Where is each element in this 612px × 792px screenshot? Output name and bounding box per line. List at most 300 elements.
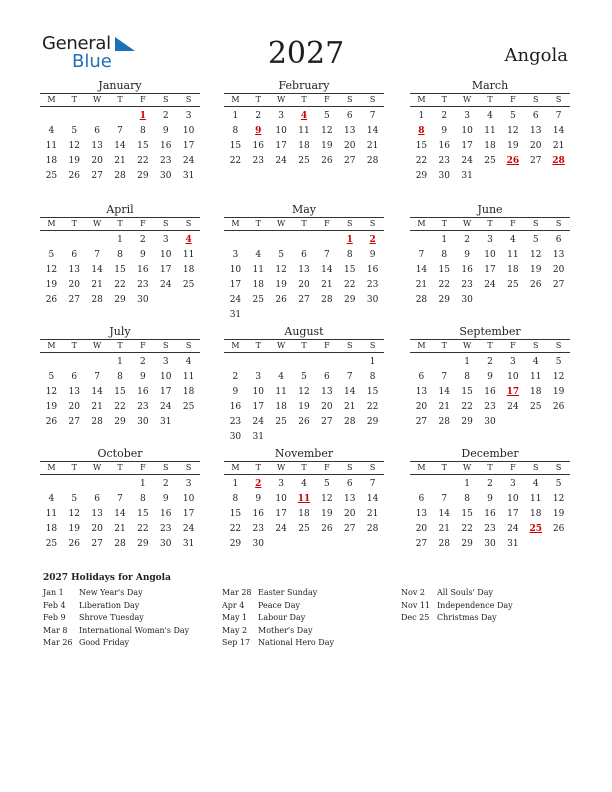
- day-cell: 14: [366, 494, 379, 504]
- day-grid: [410, 231, 570, 308]
- day-cell: 4: [185, 357, 192, 367]
- holiday-item: [43, 637, 189, 650]
- day-cell: 31: [229, 310, 242, 320]
- day-cell: 24: [229, 295, 242, 305]
- day-cell: 15: [137, 509, 149, 519]
- day-cell: 9: [162, 126, 169, 136]
- day-cell: 19: [45, 402, 58, 412]
- holiday-item: [222, 587, 334, 600]
- day-cell: 23: [252, 156, 264, 166]
- day-cell: 21: [366, 509, 379, 519]
- weekday-label: W: [463, 219, 472, 228]
- day-cell: 17: [275, 509, 287, 519]
- day-cell: 27: [91, 171, 103, 181]
- weekday-label: T: [487, 341, 493, 350]
- day-cell: 14: [321, 265, 333, 275]
- empty-day: [293, 233, 316, 248]
- day-cell: 17: [159, 387, 172, 397]
- day-cell: 23: [137, 280, 149, 290]
- weekday-label: W: [277, 341, 286, 350]
- weekday-label: W: [93, 219, 102, 228]
- weekday-label: T: [117, 341, 123, 350]
- day-cell: 7: [94, 372, 100, 382]
- weekday-label: S: [555, 463, 562, 472]
- day-grid: [410, 353, 570, 430]
- holiday-date: Mar 28: [222, 588, 252, 597]
- day-cell: 21: [438, 402, 450, 412]
- day-cell: 26: [68, 539, 80, 549]
- day-cell: 1: [139, 479, 146, 489]
- day-cell: 11: [45, 509, 58, 519]
- empty-day: [109, 477, 132, 492]
- empty-day: [433, 355, 456, 370]
- empty-day: [270, 233, 293, 248]
- day-cell: 1: [464, 357, 470, 367]
- day-cell: 3: [162, 235, 169, 245]
- day-cell: 18: [484, 141, 496, 151]
- day-cell: 4: [532, 357, 539, 367]
- day-cell: 17: [507, 509, 519, 519]
- day-cell: 11: [484, 126, 496, 136]
- day-cell: 15: [415, 141, 428, 151]
- day-grid: [224, 107, 384, 169]
- day-cell: 17: [182, 141, 195, 151]
- day-cell: 21: [415, 280, 428, 290]
- day-cell: 25: [182, 280, 195, 290]
- day-cell: 25: [298, 156, 310, 166]
- holiday-date: Sep 17: [222, 638, 251, 647]
- holiday-column: [401, 587, 513, 625]
- day-cell: 7: [369, 479, 376, 489]
- weekday-label: F: [510, 219, 516, 228]
- day-cell: 15: [114, 387, 126, 397]
- weekday-label: M: [417, 341, 426, 350]
- country-name: Angola: [504, 45, 568, 66]
- day-cell: 21: [114, 156, 126, 166]
- weekday-label: T: [255, 95, 261, 104]
- weekday-label: T: [441, 95, 447, 104]
- holiday-name: All Souls' Day: [437, 588, 493, 597]
- day-cell: 9: [487, 494, 493, 504]
- day-cell: 31: [461, 171, 473, 181]
- day-cell: 31: [507, 539, 519, 549]
- day-cell: 13: [415, 509, 428, 519]
- weekday-label: M: [47, 219, 56, 228]
- day-cell: 18: [252, 280, 264, 290]
- weekday-label: T: [301, 95, 307, 104]
- day-cell: 12: [552, 494, 565, 504]
- day-cell: 20: [343, 509, 356, 519]
- day-cell: 12: [275, 265, 287, 275]
- day-cell: 15: [461, 509, 473, 519]
- empty-day: [40, 109, 63, 124]
- day-cell: 24: [182, 156, 195, 166]
- day-cell: 7: [418, 250, 425, 260]
- weekday-label: S: [555, 219, 562, 228]
- day-cell: 13: [91, 141, 103, 151]
- holiday-date: May 1: [222, 613, 248, 622]
- weekday-header: [224, 218, 384, 231]
- weekday-label: T: [255, 219, 261, 228]
- day-cell: 4: [255, 250, 262, 260]
- empty-day: [293, 355, 316, 370]
- day-cell: 27: [343, 524, 356, 534]
- day-cell: 23: [366, 280, 379, 290]
- weekday-label: T: [441, 341, 447, 350]
- day-cell: 1: [232, 111, 239, 121]
- day-cell: 10: [159, 372, 172, 382]
- weekday-label: M: [47, 341, 56, 350]
- day-cell: 12: [529, 250, 542, 260]
- day-cell: 24: [159, 402, 172, 412]
- day-cell: 20: [68, 280, 80, 290]
- holiday-day: 2: [255, 479, 262, 489]
- day-cell: 16: [229, 402, 242, 412]
- day-cell: 26: [45, 295, 58, 305]
- day-cell: 29: [137, 171, 149, 181]
- empty-day: [40, 233, 63, 248]
- day-cell: 8: [464, 494, 470, 504]
- month-title: September: [410, 325, 570, 340]
- weekday-label: S: [185, 341, 192, 350]
- day-cell: 28: [91, 417, 103, 427]
- weekday-label: W: [93, 95, 102, 104]
- day-cell: 27: [552, 280, 565, 290]
- holiday-item: [43, 625, 189, 638]
- day-cell: 20: [91, 156, 103, 166]
- day-cell: 28: [415, 295, 428, 305]
- weekday-label: S: [346, 95, 353, 104]
- weekday-label: S: [369, 219, 376, 228]
- day-cell: 23: [229, 417, 242, 427]
- day-cell: 18: [298, 509, 310, 519]
- day-cell: 14: [91, 265, 103, 275]
- day-cell: 11: [298, 126, 310, 136]
- day-cell: 14: [438, 509, 450, 519]
- day-cell: 23: [438, 156, 450, 166]
- day-cell: 12: [321, 494, 333, 504]
- empty-day: [315, 355, 338, 370]
- day-cell: 15: [438, 265, 450, 275]
- weekday-label: F: [140, 341, 146, 350]
- holiday-item: [222, 600, 334, 613]
- holiday-date: Jan 1: [43, 588, 64, 597]
- holiday-day: 4: [185, 235, 192, 245]
- day-cell: 30: [252, 539, 264, 549]
- day-cell: 11: [529, 372, 542, 382]
- day-cell: 3: [509, 479, 516, 489]
- day-cell: 27: [91, 539, 103, 549]
- day-cell: 11: [45, 141, 58, 151]
- day-cell: 14: [343, 387, 356, 397]
- day-cell: 30: [461, 295, 473, 305]
- empty-day: [63, 477, 86, 492]
- empty-day: [247, 233, 270, 248]
- day-cell: 8: [139, 494, 146, 504]
- day-cell: 19: [552, 509, 565, 519]
- day-cell: 24: [252, 417, 264, 427]
- day-cell: 6: [323, 372, 330, 382]
- day-cell: 27: [529, 156, 542, 166]
- day-cell: 2: [255, 111, 262, 121]
- day-cell: 3: [487, 235, 493, 245]
- holiday-name: Shrove Tuesday: [79, 613, 144, 622]
- day-cell: 10: [159, 250, 172, 260]
- holiday-day: 1: [139, 111, 146, 121]
- weekday-label: M: [417, 463, 426, 472]
- day-cell: 13: [91, 509, 103, 519]
- day-cell: 9: [139, 250, 146, 260]
- day-cell: 5: [323, 479, 330, 489]
- day-cell: 3: [255, 372, 262, 382]
- day-cell: 12: [321, 126, 333, 136]
- day-cell: 7: [369, 111, 376, 121]
- weekday-label: M: [417, 219, 426, 228]
- month-title: June: [410, 203, 570, 218]
- month-title: April: [40, 203, 200, 218]
- day-grid: [410, 107, 570, 184]
- day-cell: 19: [552, 387, 565, 397]
- weekday-header: [40, 462, 200, 475]
- day-grid: [224, 353, 384, 445]
- day-cell: 9: [487, 372, 493, 382]
- weekday-label: F: [324, 95, 330, 104]
- day-cell: 2: [139, 235, 146, 245]
- day-cell: 20: [415, 402, 428, 412]
- weekday-label: T: [255, 341, 261, 350]
- month-title: August: [224, 325, 384, 340]
- month-august: [224, 325, 384, 445]
- weekday-label: S: [369, 341, 376, 350]
- day-cell: 27: [415, 417, 428, 427]
- day-cell: 6: [346, 479, 353, 489]
- day-cell: 16: [461, 265, 473, 275]
- weekday-label: S: [532, 463, 539, 472]
- day-cell: 9: [255, 494, 262, 504]
- day-cell: 22: [366, 402, 379, 412]
- logo-text-blue: Blue: [72, 51, 112, 72]
- day-cell: 20: [343, 141, 356, 151]
- weekday-label: S: [532, 341, 539, 350]
- holiday-day: 1: [346, 235, 353, 245]
- day-cell: 9: [232, 387, 239, 397]
- day-cell: 30: [438, 171, 450, 181]
- empty-day: [40, 477, 63, 492]
- day-cell: 16: [366, 265, 379, 275]
- day-cell: 22: [137, 524, 149, 534]
- weekday-label: F: [510, 341, 516, 350]
- day-cell: 30: [137, 295, 149, 305]
- day-cell: 29: [366, 417, 379, 427]
- day-cell: 16: [252, 141, 264, 151]
- day-cell: 20: [298, 280, 310, 290]
- day-cell: 2: [139, 357, 146, 367]
- day-cell: 10: [275, 494, 287, 504]
- day-cell: 25: [45, 171, 58, 181]
- day-cell: 2: [464, 235, 470, 245]
- day-cell: 7: [94, 250, 100, 260]
- holiday-column: [43, 587, 189, 650]
- weekday-label: S: [555, 341, 562, 350]
- holiday-item: [401, 600, 513, 613]
- weekday-label: W: [277, 95, 286, 104]
- day-cell: 1: [117, 235, 123, 245]
- day-grid: [224, 231, 384, 323]
- weekday-label: T: [71, 95, 77, 104]
- holidays-title: 2027 Holidays for Angola: [43, 573, 171, 583]
- day-cell: 1: [369, 357, 376, 367]
- day-cell: 24: [507, 402, 519, 412]
- day-cell: 25: [507, 280, 519, 290]
- day-cell: 5: [301, 372, 307, 382]
- day-cell: 26: [321, 524, 333, 534]
- day-cell: 13: [343, 494, 356, 504]
- day-cell: 22: [114, 402, 126, 412]
- day-cell: 21: [114, 524, 126, 534]
- day-cell: 2: [162, 111, 169, 121]
- weekday-label: S: [162, 219, 169, 228]
- empty-day: [86, 477, 109, 492]
- month-october: [40, 447, 200, 552]
- day-cell: 18: [529, 387, 542, 397]
- weekday-label: M: [231, 95, 240, 104]
- month-july: [40, 325, 200, 430]
- logo-text-general: General: [42, 33, 111, 54]
- holiday-item: [222, 612, 334, 625]
- day-cell: 10: [461, 126, 473, 136]
- day-cell: 5: [509, 111, 516, 121]
- weekday-label: W: [463, 341, 472, 350]
- day-cell: 12: [45, 265, 58, 275]
- holiday-date: Feb 4: [43, 600, 66, 610]
- day-cell: 6: [532, 111, 539, 121]
- day-cell: 22: [114, 280, 126, 290]
- weekday-label: S: [162, 95, 169, 104]
- day-cell: 13: [529, 126, 542, 136]
- empty-day: [315, 233, 338, 248]
- day-cell: 30: [159, 171, 172, 181]
- day-cell: 8: [139, 126, 146, 136]
- day-cell: 25: [298, 524, 310, 534]
- day-cell: 24: [159, 280, 172, 290]
- day-cell: 23: [159, 156, 172, 166]
- holiday-name: Easter Sunday: [258, 588, 318, 597]
- day-cell: 16: [159, 509, 172, 519]
- weekday-label: M: [231, 219, 240, 228]
- weekday-header: [410, 462, 570, 475]
- day-cell: 4: [532, 479, 539, 489]
- weekday-label: T: [71, 463, 77, 472]
- day-cell: 10: [229, 265, 242, 275]
- day-grid: [410, 475, 570, 552]
- day-cell: 3: [278, 479, 284, 489]
- weekday-label: T: [487, 219, 493, 228]
- day-cell: 12: [298, 387, 310, 397]
- day-cell: 10: [182, 494, 195, 504]
- weekday-header: [40, 218, 200, 231]
- holiday-item: [43, 587, 189, 600]
- day-cell: 4: [487, 111, 493, 121]
- weekday-label: S: [185, 95, 192, 104]
- day-cell: 18: [529, 509, 542, 519]
- day-cell: 5: [555, 357, 562, 367]
- weekday-label: W: [463, 463, 472, 472]
- weekday-label: T: [255, 463, 261, 472]
- day-cell: 26: [552, 402, 565, 412]
- weekday-label: F: [324, 219, 330, 228]
- weekday-label: T: [487, 95, 493, 104]
- day-cell: 17: [484, 265, 496, 275]
- day-cell: 23: [484, 402, 496, 412]
- month-september: [410, 325, 570, 430]
- day-cell: 15: [229, 141, 242, 151]
- day-cell: 30: [137, 417, 149, 427]
- weekday-label: F: [140, 219, 146, 228]
- day-cell: 27: [415, 539, 428, 549]
- day-cell: 16: [484, 509, 496, 519]
- day-cell: 11: [275, 387, 287, 397]
- day-cell: 8: [232, 126, 239, 136]
- day-cell: 22: [415, 156, 428, 166]
- day-cell: 2: [487, 479, 493, 489]
- day-grid: [40, 353, 200, 430]
- day-cell: 31: [182, 171, 195, 181]
- holiday-name: Mother's Day: [258, 625, 313, 635]
- day-cell: 10: [182, 126, 195, 136]
- weekday-label: T: [117, 463, 123, 472]
- day-cell: 16: [137, 265, 149, 275]
- weekday-label: M: [47, 95, 56, 104]
- day-cell: 17: [275, 141, 287, 151]
- holiday-name: New Year's Day: [79, 588, 143, 597]
- holiday-day: 8: [418, 126, 425, 136]
- day-cell: 14: [114, 141, 126, 151]
- month-december: [410, 447, 570, 552]
- holiday-date: Dec 25: [401, 613, 430, 622]
- day-cell: 1: [464, 479, 470, 489]
- day-cell: 29: [343, 295, 356, 305]
- day-cell: 29: [438, 295, 450, 305]
- weekday-label: T: [117, 219, 123, 228]
- empty-day: [410, 477, 433, 492]
- day-cell: 11: [182, 372, 195, 382]
- day-cell: 8: [369, 372, 376, 382]
- day-cell: 10: [507, 494, 519, 504]
- holiday-date: Nov 11: [401, 600, 431, 610]
- day-cell: 23: [159, 524, 172, 534]
- day-cell: 20: [415, 524, 428, 534]
- holiday-day: 26: [506, 156, 520, 166]
- day-cell: 8: [117, 250, 123, 260]
- day-cell: 3: [278, 111, 284, 121]
- day-cell: 9: [162, 494, 169, 504]
- weekday-label: M: [231, 341, 240, 350]
- empty-day: [247, 355, 270, 370]
- empty-day: [224, 355, 247, 370]
- day-cell: 5: [71, 126, 78, 136]
- holiday-item: [401, 612, 513, 625]
- day-cell: 12: [507, 126, 519, 136]
- weekday-header: [410, 218, 570, 231]
- day-cell: 9: [139, 372, 146, 382]
- day-cell: 25: [252, 295, 264, 305]
- month-title: July: [40, 325, 200, 340]
- day-cell: 19: [321, 141, 333, 151]
- weekday-header: [40, 94, 200, 107]
- empty-day: [63, 109, 86, 124]
- day-cell: 27: [321, 417, 333, 427]
- day-cell: 13: [343, 126, 356, 136]
